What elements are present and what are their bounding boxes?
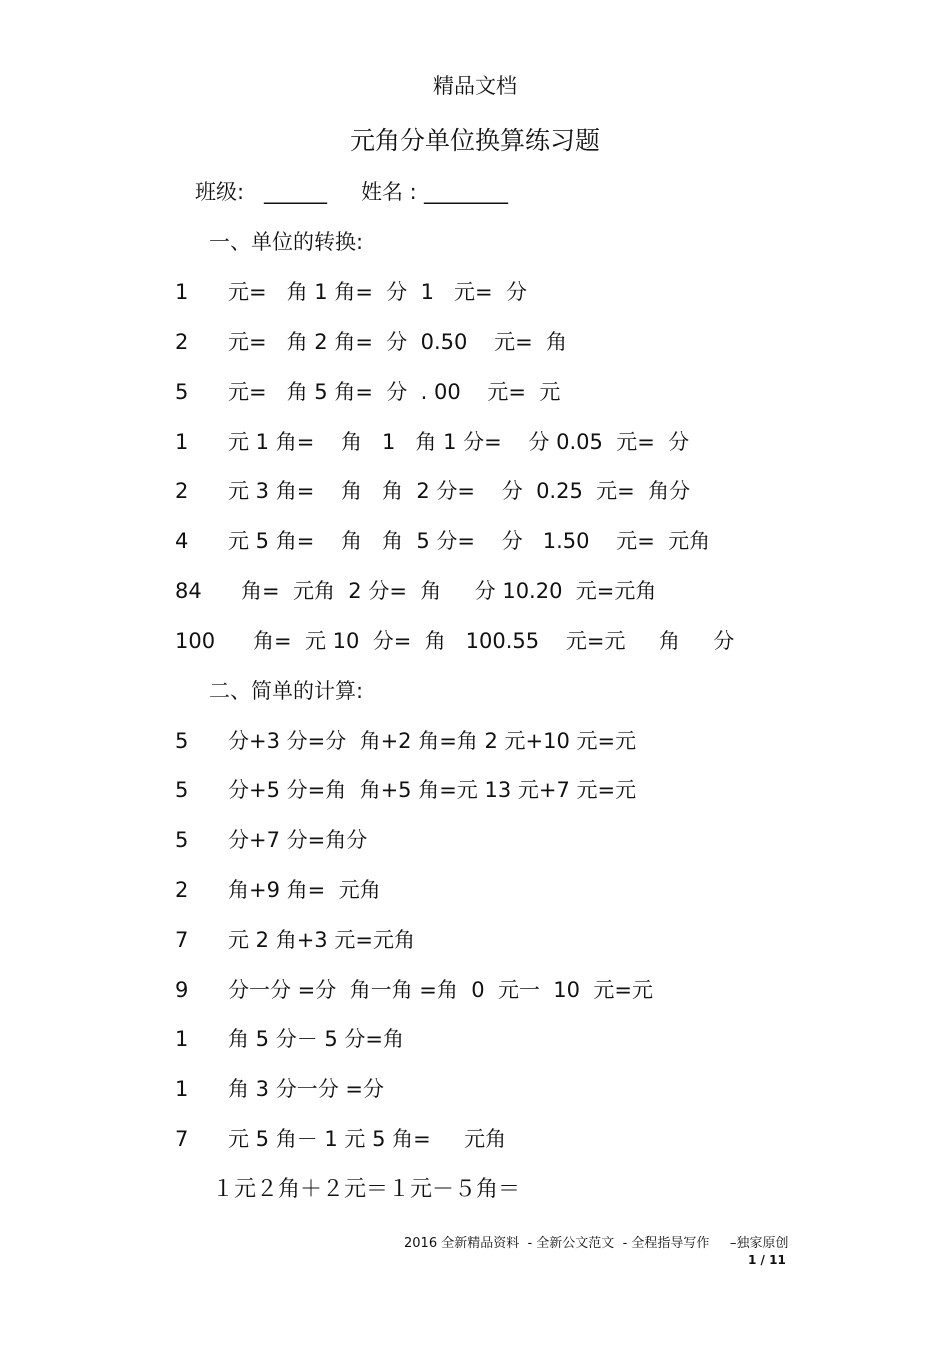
row-text: 角+9 角= 元角 <box>228 878 381 902</box>
row-text: 元 1 角= 角 1 角 1 分= 分 0.05 元= 分 <box>228 430 690 454</box>
row-number: 2 <box>175 330 189 354</box>
row-number: 1 <box>175 280 189 304</box>
row-text: 元= 角 5 角= 分 . 00 元= 元 <box>228 380 561 404</box>
row-text: 元 2 角+3 元=元角 <box>228 928 415 952</box>
row-number: 2 <box>175 878 189 902</box>
section-1-title: 一、单位的转换: <box>209 230 364 254</box>
page-header: 精品文档 <box>433 74 517 98</box>
row-text: 元 3 角= 角 角 2 分= 分 0.25 元= 角分 <box>228 479 691 503</box>
row-number: 9 <box>175 978 189 1002</box>
row-text: 元 5 角= 角 角 5 分= 分 1.50 元= 元角 <box>228 529 711 553</box>
name-label: 姓名 : <box>361 180 417 204</box>
row-text: 角 5 分－ 5 分=角 <box>228 1027 405 1051</box>
row-number: 100 <box>175 629 216 653</box>
page-number: 1 / 11 <box>748 1253 786 1267</box>
row-number: 5 <box>175 778 189 802</box>
name-blank: ________ <box>424 180 508 204</box>
class-label: 班级: <box>195 180 245 204</box>
row-text: 角= 元 10 分= 角 100.55 元=元 角 分 <box>253 629 735 653</box>
row-text: 角= 元角 2 分= 角 分 10.20 元=元角 <box>241 579 657 603</box>
row-text: 角 3 分一分 =分 <box>228 1077 384 1101</box>
row-number: 5 <box>175 828 189 852</box>
row-number: 4 <box>175 529 189 553</box>
row-number: 1 <box>175 430 189 454</box>
row-number: 1 <box>175 1077 189 1101</box>
section-2-title: 二、简单的计算: <box>209 679 364 703</box>
row-number: 7 <box>175 1127 189 1151</box>
row-number: 5 <box>175 729 189 753</box>
row-number: 84 <box>175 579 202 603</box>
page-footer: 2016 全新精品资料 - 全新公文范文 - 全程指导写作 –独家原创 <box>404 1236 789 1251</box>
final-problem: １元２角＋２元＝１元－５角＝ <box>212 1177 521 1202</box>
row-number: 5 <box>175 380 189 404</box>
row-text: 分+7 分=角分 <box>228 828 368 852</box>
row-number: 1 <box>175 1027 189 1051</box>
row-text: 分+5 分=角 角+5 角=元 13 元+7 元=元 <box>228 778 637 802</box>
row-text: 分一分 =分 角一角 =角 0 元一 10 元=元 <box>228 978 653 1002</box>
row-text: 元= 角 1 角= 分 1 元= 分 <box>228 280 527 304</box>
row-number: 7 <box>175 928 189 952</box>
row-text: 元= 角 2 角= 分 0.50 元= 角 <box>228 330 568 354</box>
worksheet-title: 元角分单位换算练习题 <box>349 126 600 155</box>
class-blank: ______ <box>264 180 327 204</box>
row-text: 元 5 角－ 1 元 5 角= 元角 <box>228 1127 507 1151</box>
row-number: 2 <box>175 479 189 503</box>
row-text: 分+3 分=分 角+2 角=角 2 元+10 元=元 <box>228 729 637 753</box>
